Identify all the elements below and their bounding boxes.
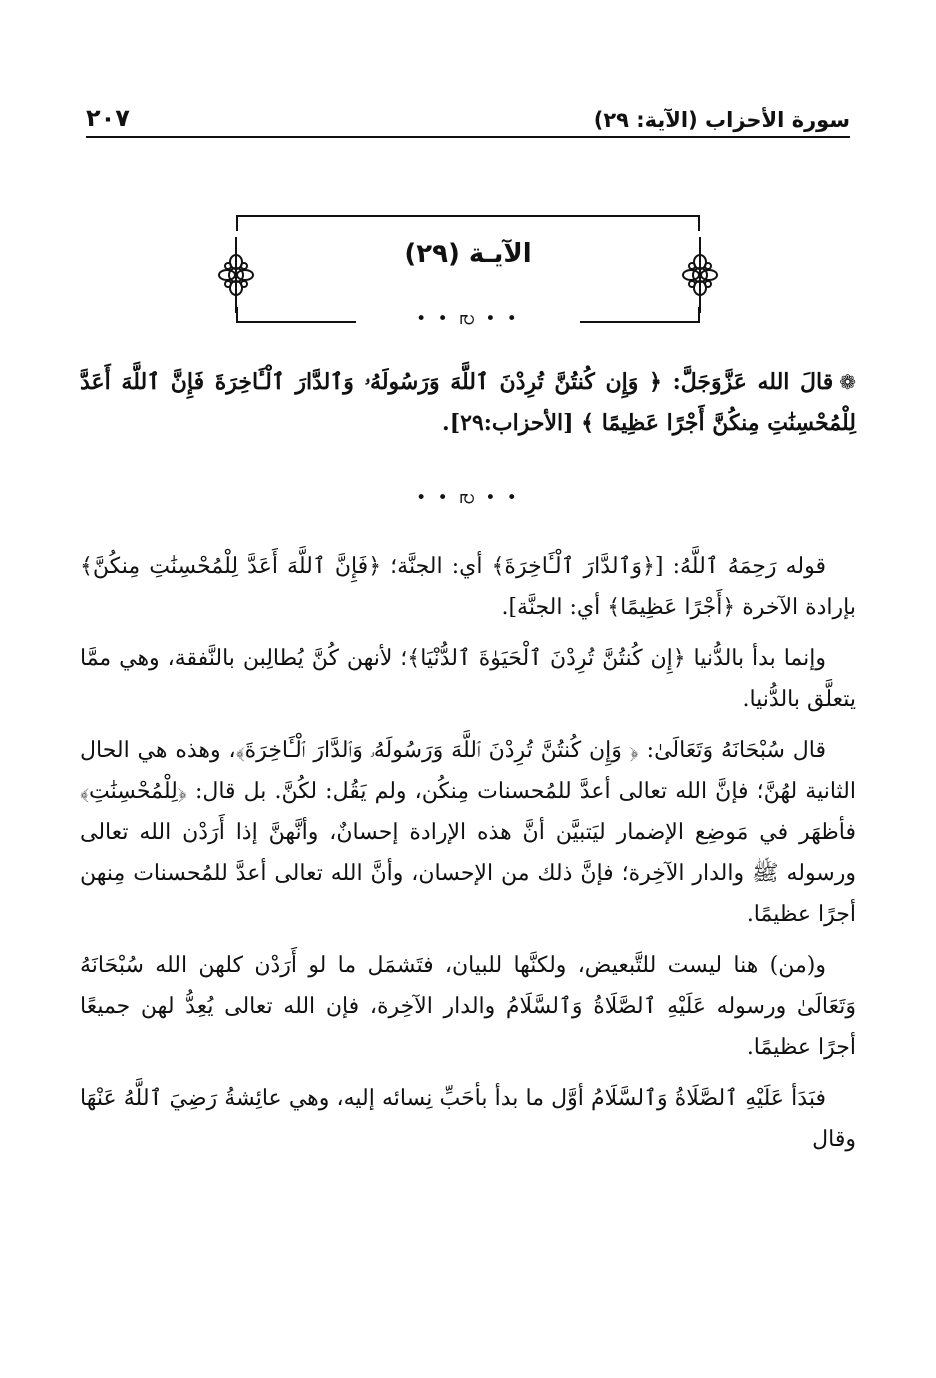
frame-right-tick: [698, 215, 700, 231]
page-number: ٢٠٧: [86, 104, 130, 132]
commentary-paragraph-1: قوله رَحِمَهُ ٱللَّهُ: [﴿وَٱلدَّارَ ٱلْـَٔاخِرَةَ﴾ أي: الجنَّة؛ ﴿فَإِنَّ ٱللَّهَ أَعَدَّ لِلْمُحْسِنَٰتِ مِنكُنَّ﴾ بإرادة الآخرة ﴿أَجْرًا عَظِيمًا﴾ أي: الجنَّة].: [80, 554, 856, 620]
commentary-paragraph-2: وإنما بدأ بالدُّنيا ﴿إِن كُنتُنَّ تُرِدْنَ ٱلْحَيَوٰةَ ٱلدُّنْيَا﴾؛ لأنهن كُنَّ يُطالِبن بالنَّفقة، وهي ممَّا يتعلَّق بالدُّنيا.: [80, 646, 856, 712]
verse-text: قالَ الله عَزَّوَجَلَّ: ﴿ وَإِن كُنتُنَّ تُرِدْنَ ٱللَّهَ وَرَسُولَهُۥ وَٱلدَّارَ ٱلْـَٔاخِرَةَ فَإِنَّ ٱللَّهَ أَعَدَّ لِلْمُحْسِنَٰتِ مِنكُنَّ أَجْرًا عَظِيمًا ﴾ [الأحزاب:٢٩].: [80, 369, 856, 436]
verse-heading: الآيـة (٢٩): [404, 239, 532, 269]
frame-left-tick: [236, 215, 238, 231]
commentary-paragraph-3: قال سُبْحَانَهُ وَتَعَالَىٰ: ﴿ وَإِن كُنتُنَّ تُرِدْنَ ٱللَّهَ وَرَسُولَهُۥ وَٱلدَّارَ ٱلْـَٔاخِرَةَ﴾، وهذه هي الحال الثانية لهُنَّ؛ فإنَّ الله تعالى أعدَّ للمُحسنات مِنكُن، ولم يَقُل: لكُنَّ. بل قال: ﴿لِلْمُحْسِنَٰتِ﴾ فأظهَر في مَوضِع الإضمار ليَتبيَّن أنَّ هذه الإرادة إحسانٌ، وأنَّهنَّ إذا أَرَدْن الله تعالى ورسوله ﷺ والدار الآخِرة؛ فإنَّ ذلك من الإحسان، وأنَّ الله تعالى أعدَّ للمُحسنات مِنهن أجرًا عظيمًا.: [80, 738, 856, 927]
frame-top-line: [236, 215, 700, 217]
flower-icon: ❁: [839, 370, 856, 394]
commentary-paragraph-4: و(من) هنا ليست للتَّبعيض، ولكنَّها للبيان، فتَشمَل ما لو أَرَدْن كلهن الله سُبْحَانَهُ وَتَعَالَىٰ ورسوله عَلَيْهِ ٱلصَّلَاةُ وَٱلسَّلَامُ والدار الآخِرة، فإن الله تعالى يُعِدُّ لهن جميعًا أجرًا عظيمًا.: [80, 953, 856, 1060]
frame-divider: • • ൛ • •: [416, 309, 520, 329]
verse-heading-frame: [236, 215, 700, 343]
commentary-block: [80, 546, 856, 1170]
page-header: [86, 92, 850, 138]
section-divider: • • ൛ • •: [416, 488, 520, 508]
header-title: سورة الأحزاب (الآية: ٢٩): [593, 108, 850, 132]
commentary-paragraph-5: فبَدَأ عَلَيْهِ ٱلصَّلَاةُ وَٱلسَّلَامُ أوَّل ما بدأ بأحَبِّ نِسائه إليه، وهي عائِشةُ رَضِيَ ٱللَّهُ عَنْهَا وقال: [80, 1086, 856, 1152]
verse-paragraph: [80, 362, 856, 444]
verse-block: [80, 362, 856, 454]
